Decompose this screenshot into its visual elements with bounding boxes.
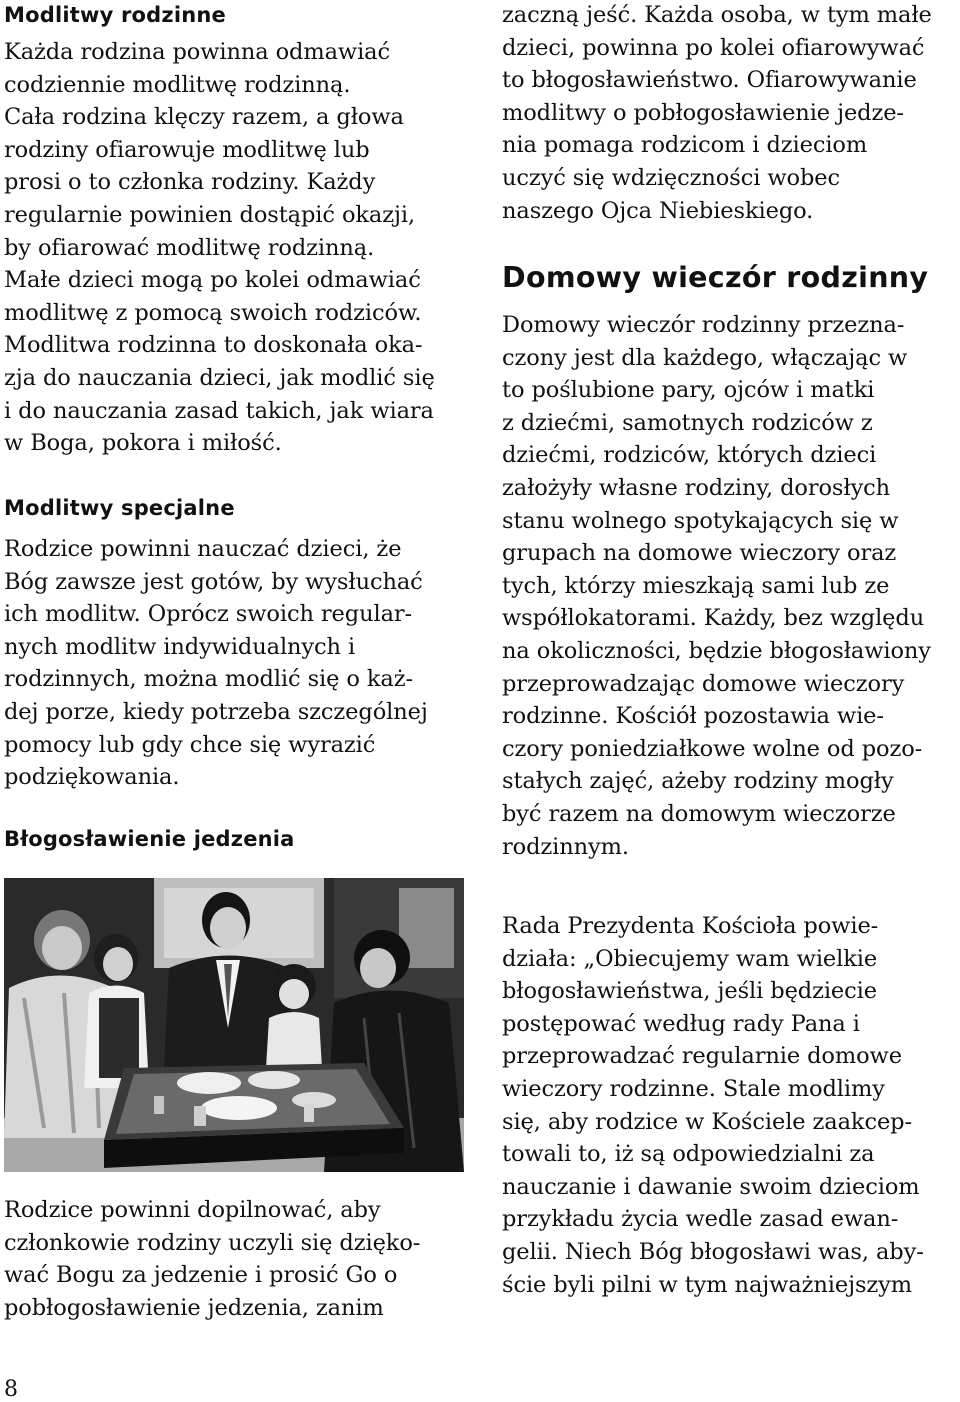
text-line: ich modlitw. Oprócz swoich regular- — [4, 601, 413, 628]
text-line: się, aby rodzice w Kościele zaakcep- — [502, 1108, 912, 1135]
text-line: zja do nauczania dzieci, jak modlić się — [4, 364, 435, 391]
text-line: Cała rodzina klęczy razem, a głowa — [4, 104, 404, 131]
text-line: postępować według rady Pana i — [502, 1010, 860, 1037]
text-line: w Boga, pokora i miłość. — [4, 430, 282, 457]
text-line: to błogosławieństwo. Ofiarowywanie — [502, 67, 917, 94]
paragraph-blessing-food-continued — [502, 0, 932, 227]
paragraph-blessing-food — [4, 1194, 420, 1324]
text-line: rodzinnym. — [502, 833, 629, 860]
heading-family-prayer: Modlitwy rodzinne — [4, 3, 226, 27]
text-line: pobłogosławienie jedzenia, zanim — [4, 1294, 384, 1321]
heading-special-prayers: Modlitwy specjalne — [4, 496, 235, 520]
text-line: rodzinne. Kościół pozostawia wie- — [502, 703, 884, 730]
paragraph-presidency-quote — [502, 910, 924, 1301]
text-line: stanu wolnego spotykających się w — [502, 507, 899, 534]
text-line: regularnie powinien dostąpić okazji, — [4, 201, 416, 228]
text-line: być razem na domowym wieczorze — [502, 800, 896, 827]
text-line: rodzinnych, można modlić się o każ- — [4, 666, 413, 693]
text-line: dej porze, kiedy potrzeba szczególnej — [4, 698, 428, 725]
heading-blessing-food: Błogosławienie jedzenia — [4, 827, 295, 851]
text-line: działa: „Obiecujemy wam wielkie — [502, 945, 878, 972]
text-line: podziękowania. — [4, 764, 180, 791]
text-line: Modlitwa rodzinna to doskonała oka- — [4, 332, 423, 359]
text-line: i do nauczania zasad takich, jak wiara — [4, 397, 434, 424]
text-line: czony jest dla każdego, włączając w — [502, 344, 908, 371]
text-line: naszego Ojca Niebieskiego. — [502, 197, 814, 224]
text-line: uczyć się wdzięczności wobec — [502, 164, 840, 191]
text-line: na okoliczności, będzie błogosławiony — [502, 637, 931, 664]
text-line: to poślubione pary, ojców i matki — [502, 377, 875, 404]
text-line: gelii. Niech Bóg błogosławi was, aby- — [502, 1238, 924, 1265]
text-line: Domowy wieczór rodzinny przezna- — [502, 312, 905, 338]
text-line: Rodzice powinni nauczać dzieci, że — [4, 536, 402, 562]
text-line: błogosławieństwa, jeśli będziecie — [502, 978, 877, 1005]
text-line: tych, którzy mieszkają sami lub ze — [502, 572, 890, 599]
text-line: codziennie modlitwę rodzinną. — [4, 71, 351, 98]
text-line: przeprowadzać regularnie domowe — [502, 1043, 902, 1070]
text-line: Rodzice powinni dopilnować, aby — [4, 1197, 381, 1223]
text-line: Bóg zawsze jest gotów, by wysłuchać — [4, 568, 423, 595]
text-line: pomocy lub gdy chce się wyrazić — [4, 731, 376, 758]
text-line: nauczanie i dawanie swoim dzieciom — [502, 1173, 920, 1200]
page-number: 8 — [4, 1377, 18, 1402]
paragraph-family-prayer — [4, 36, 435, 460]
text-line: z dziećmi, samotnych rodziców z — [502, 409, 873, 436]
text-line: dzieci, powinna po kolei ofiarowywać — [502, 34, 925, 61]
text-line: grupach na domowe wieczory oraz — [502, 540, 897, 567]
text-line: zaczną jeść. Każda osoba, w tym małe — [502, 2, 932, 28]
text-line: stałych zajęć, ażeby rodziny mogły — [502, 768, 894, 795]
paragraph-family-home-evening — [502, 309, 931, 863]
text-line: Rada Prezydenta Kościoła powie- — [502, 913, 879, 939]
text-line: przykładu życia wedle zasad ewan- — [502, 1206, 899, 1233]
text-line: wieczory rodzinne. Stale modlimy — [502, 1075, 885, 1102]
text-line: nych modlitw indywidualnych i — [4, 633, 356, 660]
text-line: założyły własne rodziny, dorosłych — [502, 474, 891, 501]
text-line: rodziny ofiarowuje modlitwę lub — [4, 136, 370, 163]
text-line: by ofiarować modlitwę rodzinną. — [4, 234, 375, 261]
text-line: modlitwę z pomocą swoich rodziców. — [4, 299, 422, 326]
text-line: czory poniedziałkowe wolne od pozo- — [502, 735, 923, 762]
text-line: modlitwy o pobłogosławienie jedze- — [502, 99, 904, 126]
family-photo — [4, 878, 464, 1172]
text-line: dziećmi, rodziców, których dzieci — [502, 442, 877, 469]
text-line: nia pomaga rodzicom i dzieciom — [502, 132, 868, 159]
text-line: wać Bogu za jedzenie i prosić Go o — [4, 1262, 398, 1289]
text-line: przeprowadzając domowe wieczory — [502, 670, 905, 697]
text-line: Każda rodzina powinna odmawiać — [4, 39, 390, 65]
text-line: ście byli pilni w tym najważniejszym — [502, 1271, 912, 1298]
text-line: towali to, iż są odpowiedzialni za — [502, 1141, 875, 1168]
text-line: współlokatorami. Każdy, bez względu — [502, 605, 925, 632]
text-line: Małe dzieci mogą po kolei odmawiać — [4, 267, 421, 294]
text-line: prosi o to członka rodziny. Każdy — [4, 169, 376, 196]
heading-family-home-evening: Domowy wieczór rodzinny — [502, 261, 929, 294]
paragraph-special-prayers — [4, 533, 428, 794]
text-line: członkowie rodziny uczyli się dzięko- — [4, 1229, 421, 1256]
